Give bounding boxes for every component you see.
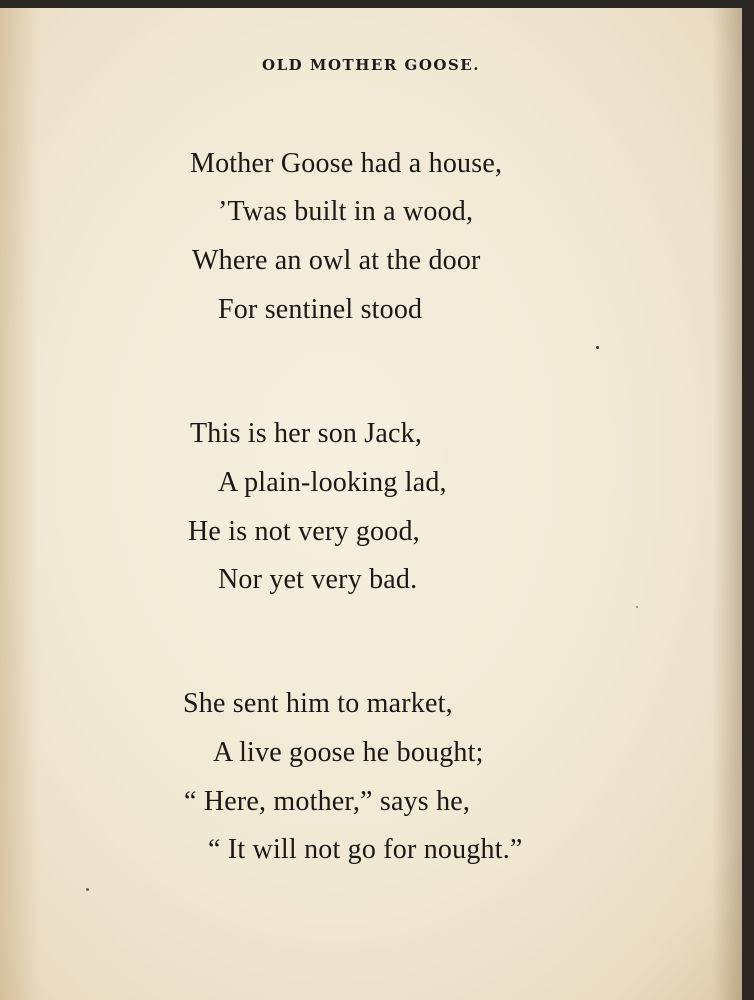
stanza-1-line-4: For sentinel stood — [218, 294, 423, 325]
stanza-2-line-1: This is her son Jack, — [190, 418, 423, 449]
page-gutter-shading — [0, 8, 40, 1000]
stanza-2-line-3: He is not very good, — [188, 516, 420, 547]
stanza-1-line-2: ’Twas built in a wood, — [218, 196, 474, 227]
stanza-3-line-4: “ It will not go for nought.” — [208, 834, 523, 865]
stanza-2-line-2: A plain-looking lad, — [218, 467, 447, 498]
stanza-3-line-1: She sent him to market, — [183, 688, 453, 719]
running-head: OLD MOTHER GOOSE. — [262, 56, 480, 74]
book-page — [0, 8, 742, 1000]
paper-speck — [636, 606, 638, 608]
paper-speck — [596, 346, 599, 349]
stanza-1-line-3: Where an owl at the door — [192, 245, 481, 276]
stanza-1-line-1: Mother Goose had a house, — [190, 148, 503, 179]
page-edge-shading — [712, 8, 742, 1000]
paper-speck — [86, 888, 89, 891]
stanza-3-line-3: “ Here, mother,” says he, — [184, 786, 471, 817]
stanza-3-line-2: A live goose he bought; — [213, 737, 484, 768]
stanza-2-line-4: Nor yet very bad. — [218, 564, 418, 595]
